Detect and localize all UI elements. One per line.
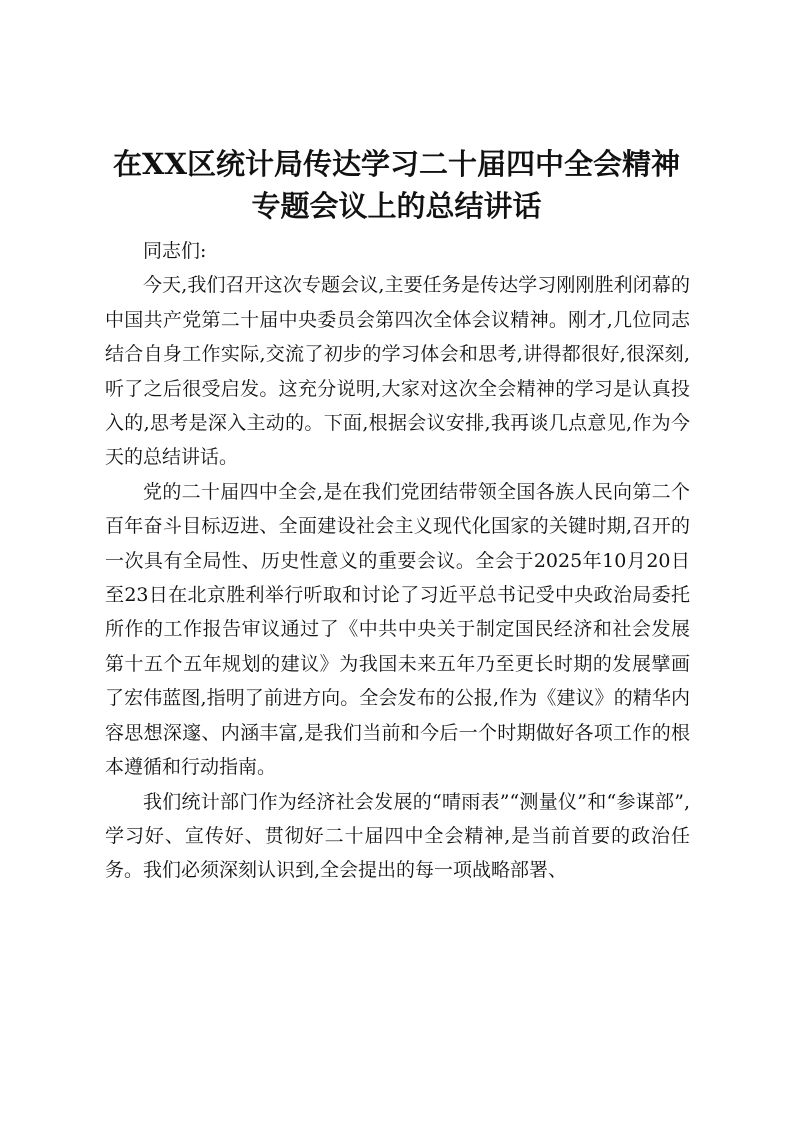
salutation: 同志们: [143, 240, 207, 262]
paragraph-3: 我们统计部门作为经济社会发展的“晴雨表”“测量仪”和“参谋部”,学习好、宣传好、贯彻好二十届四中全会精神,是当前首要的政治任务。我们必须深刻认识到,全会提出的每一项战略部署、 [105, 790, 690, 882]
document-title-line-1: 在XX区统计局传达学习二十届四中全会精神 [112, 147, 680, 181]
paragraph-1: 今天,我们召开这次专题会议,主要任务是传达学习刚刚胜利闭幕的中国共产党第二十届中央委员会第四次全体会议精神。刚才,几位同志结合自身工作实际,交流了初步的学习体会和思考,讲得都很好,很深刻,听了之后很受启发。这充分说明,大家对这次全会精神的学习是认真投入的,思考是深入主动的。下面,根据会议安排,我再谈几点意见,作为今天的总结讲话。 [105, 274, 690, 469]
paragraph-2: 党的二十届四中全会,是在我们党团结带领全国各族人民向第二个百年奋斗目标迈进、全面建设社会主义现代化国家的关键时期,召开的一次具有全局性、历史性意义的重要会议。全会于2025年10月20日至23日在北京胜利举行听取和讨论了习近平总书记受中央政治局委托所作的工作报告审议通过了《中共中央关于制定国民经济和社会发展第十五个五年规划的建议》为我国未来五年乃至更长时期的发展擘画了宏伟蓝图,指明了前进方向。全会发布的公报,作为《建议》的精华内容思想深邃、内涵丰富,是我们当前和今后一个时期做好各项工作的根本遵循和行动指南。 [105, 480, 690, 779]
document-body [105, 234, 690, 888]
document-title-line-2: 专题会议上的总结讲话 [251, 189, 542, 223]
